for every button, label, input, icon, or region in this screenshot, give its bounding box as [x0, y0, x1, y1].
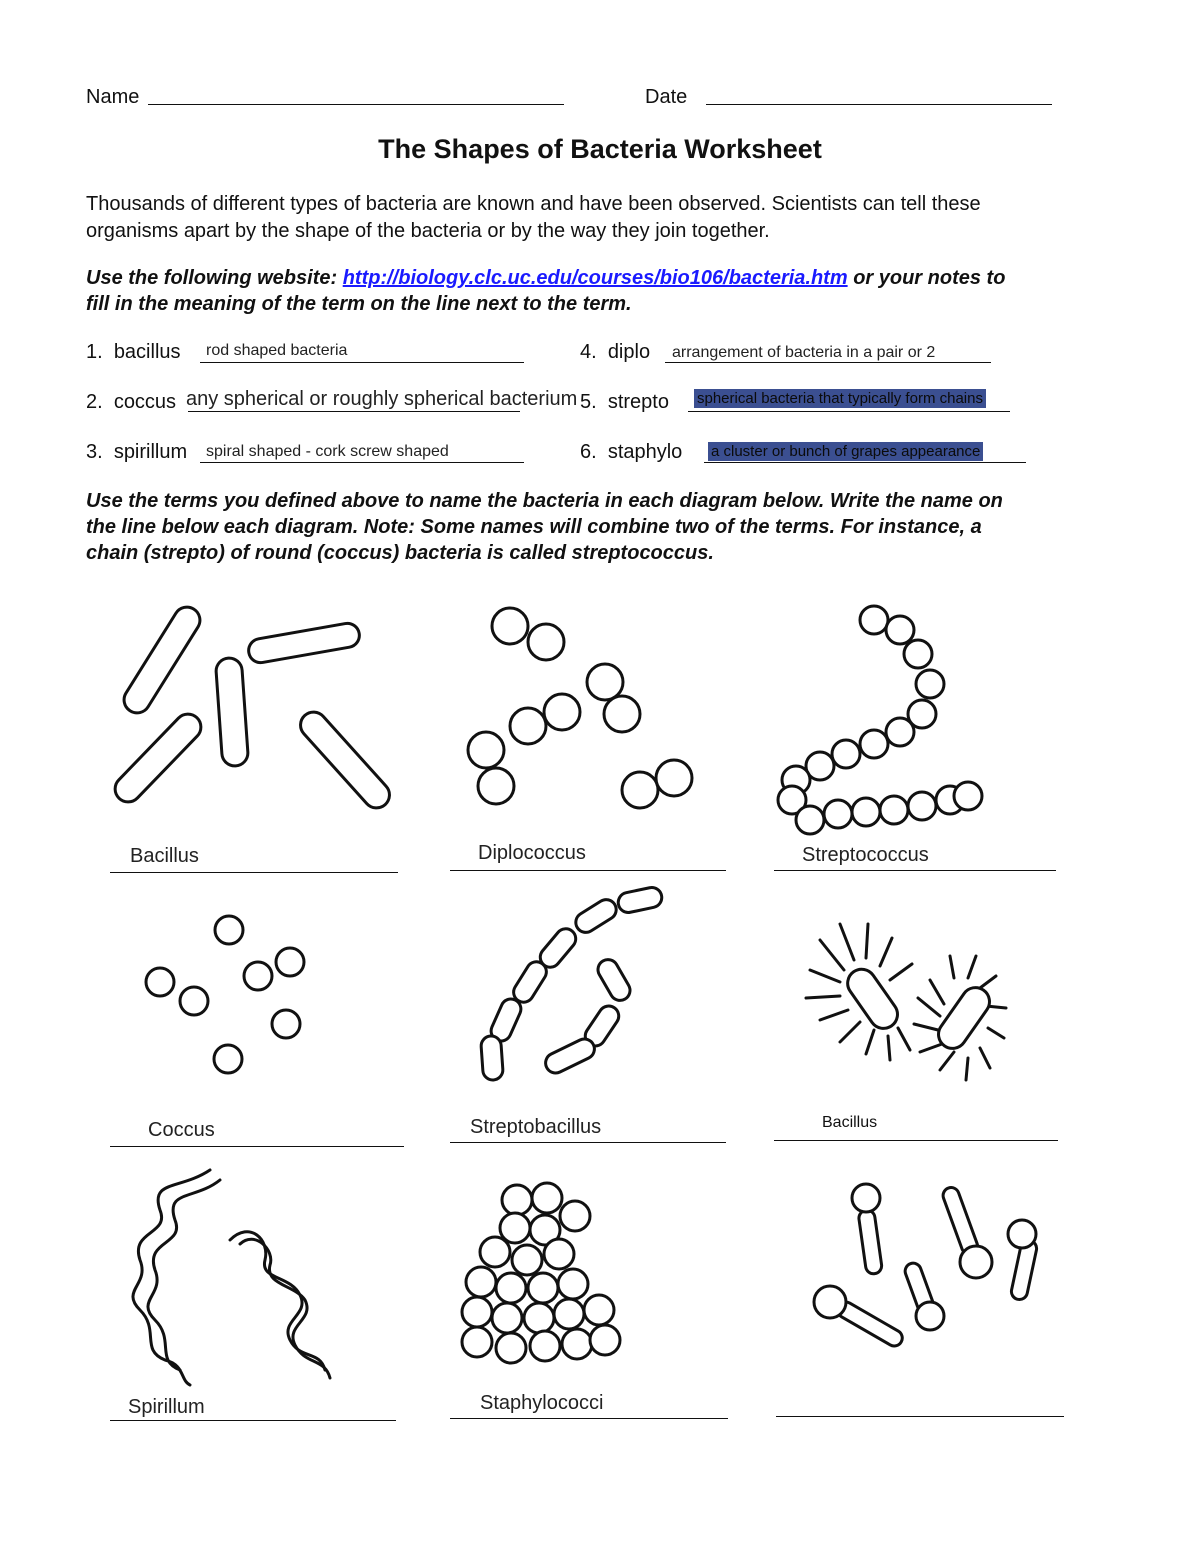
term-number: 4.	[580, 341, 597, 363]
diagram-bacillus	[100, 600, 410, 820]
term-label: diplo	[607, 341, 651, 363]
term-label: bacillus	[113, 341, 181, 363]
diagram-line-1[interactable]	[110, 872, 398, 873]
answer-line-2[interactable]	[188, 411, 520, 412]
diagram-streptobacillus	[470, 880, 670, 1090]
answer-4: arrangement of bacteria in a pair or 2	[672, 344, 936, 361]
term-number: 1.	[86, 341, 103, 363]
diagram-diplococcus	[460, 600, 710, 820]
diagram-line-9[interactable]	[776, 1416, 1064, 1417]
diagram-answer-6: Bacillus	[822, 1114, 878, 1131]
diagram-club-rods	[800, 1170, 1050, 1370]
term-2	[86, 391, 176, 414]
term-number: 5.	[580, 391, 597, 413]
term-5	[580, 391, 669, 414]
diagram-answer-8: Staphylococci	[480, 1392, 604, 1414]
instructions-2-line-3: chain (strepto) of round (coccus) bacteria is called streptococcus.	[86, 542, 714, 564]
term-number: 6.	[580, 441, 597, 463]
date-line[interactable]	[706, 104, 1052, 105]
answer-line-4[interactable]	[665, 362, 991, 363]
instructions-2-line-2: the line below each diagram. Note: Some names will combine two of the terms. For instance, a	[86, 516, 982, 538]
answer-line-1[interactable]	[200, 362, 524, 363]
diagram-spirillum	[120, 1160, 340, 1390]
term-label: coccus	[113, 391, 177, 413]
answer-2: any spherical or roughly spherical bacterium	[186, 388, 578, 410]
answer-line-5[interactable]	[688, 411, 1010, 412]
answer-5: spherical bacteria that typically form chains	[694, 389, 986, 408]
diagram-line-8[interactable]	[450, 1418, 728, 1419]
diagram-line-2[interactable]	[450, 870, 726, 871]
diagram-line-5[interactable]	[450, 1142, 726, 1143]
term-label: spirillum	[113, 441, 188, 463]
diagram-line-3[interactable]	[774, 870, 1056, 871]
website-link[interactable]: http://biology.clc.uc.edu/courses/bio106/bacteria.htm	[342, 267, 848, 289]
diagram-answer-2: Diplococcus	[478, 842, 586, 864]
diagram-answer-1: Bacillus	[130, 845, 199, 867]
intro-line-2: organisms apart by the shape of the bacteria or by the way they join together.	[86, 220, 770, 242]
diagram-line-6[interactable]	[774, 1140, 1058, 1141]
instructions-prefix: Use the following website:	[86, 267, 338, 289]
term-6	[580, 441, 682, 464]
term-label: strepto	[607, 391, 669, 413]
diagram-staphylococci	[455, 1180, 625, 1380]
date-label: Date	[645, 86, 688, 108]
instructions-2	[86, 488, 1003, 566]
term-number: 2.	[86, 391, 103, 413]
answer-line-3[interactable]	[200, 462, 524, 463]
diagram-streptococcus	[770, 600, 990, 840]
answer-1: rod shaped bacteria	[206, 342, 348, 359]
answer-6: a cluster or bunch of grapes appearance	[708, 442, 983, 461]
term-3	[86, 441, 187, 464]
diagram-line-4[interactable]	[110, 1146, 404, 1147]
diagram-flagellated-bacillus	[800, 920, 1010, 1090]
term-number: 3.	[86, 441, 103, 463]
name-line[interactable]	[148, 104, 564, 105]
diagram-answer-7: Spirillum	[128, 1396, 205, 1418]
answer-line-6[interactable]	[704, 462, 1026, 463]
diagram-answer-5: Streptobacillus	[470, 1116, 602, 1138]
page-title: The Shapes of Bacteria Worksheet	[378, 134, 822, 164]
instructions-1	[86, 265, 1005, 317]
instructions-suffix: or your notes to	[853, 267, 1006, 289]
intro-line-1: Thousands of different types of bacteria are known and have been observed. Scientists can tell these	[86, 193, 981, 215]
instructions-line-2: fill in the meaning of the term on the line next to the term.	[86, 293, 632, 315]
intro-paragraph	[86, 191, 981, 245]
answer-3: spiral shaped - cork screw shaped	[206, 443, 449, 460]
instructions-2-line-1: Use the terms you defined above to name the bacteria in each diagram below. Write the name on	[86, 490, 1003, 512]
diagram-coccus	[140, 910, 320, 1090]
term-4	[580, 341, 650, 364]
term-1	[86, 341, 181, 364]
diagram-answer-3: Streptococcus	[802, 844, 929, 866]
term-label: staphylo	[607, 441, 683, 463]
name-label: Name	[86, 86, 140, 108]
diagram-line-7[interactable]	[110, 1420, 396, 1421]
diagram-answer-4: Coccus	[148, 1119, 215, 1141]
